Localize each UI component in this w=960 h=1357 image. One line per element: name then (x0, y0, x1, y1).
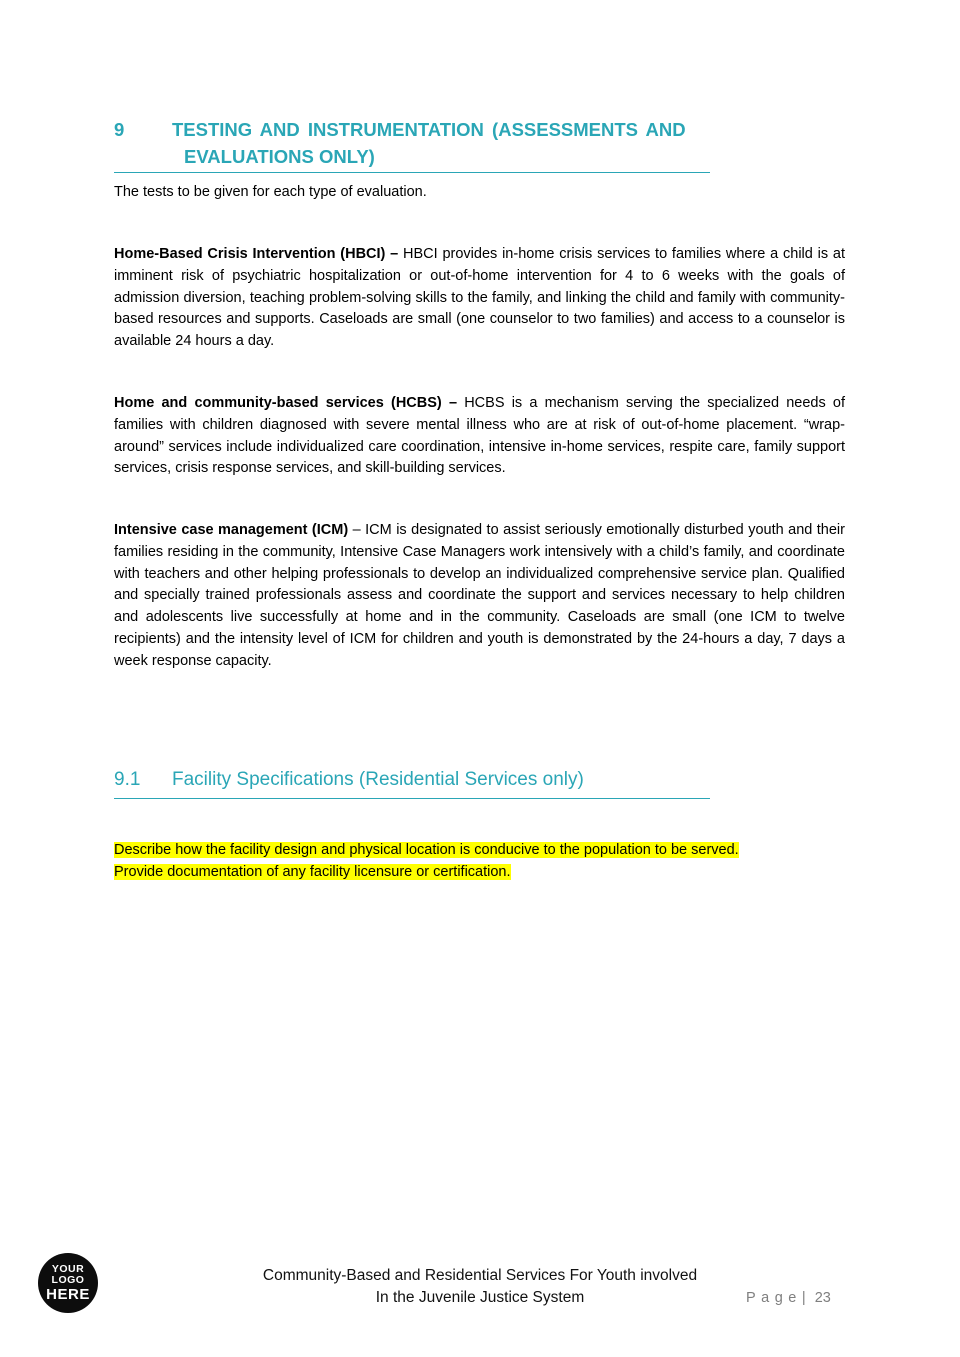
section-9-heading (114, 116, 710, 173)
text-hcbs: HCBS is a mechanism serving the specialized needs of families with children diagnosed with severe mental illness who are at risk of out-of-home placement. “wrap-around” services include individualized care coordination, intensive in-home services, respite care, family support services, crisis response services, and skill-building services. (114, 395, 846, 477)
page-separator: | (801, 1290, 806, 1306)
highlight-line-2: Provide documentation of any facility licensure or certification. (114, 863, 511, 880)
term-icm: Intensive case management (ICM) (114, 522, 349, 538)
section-9-title-line1: TESTING AND INSTRUMENTATION (ASSESSMENTS AND (172, 119, 686, 140)
logo-line-2: LOGO (51, 1274, 85, 1286)
logo-line-3: HERE (46, 1286, 90, 1303)
section-9-number: 9 (114, 119, 125, 140)
page-label: Page (746, 1290, 802, 1306)
section-9-intro: The tests to be given for each type of evaluation. (114, 184, 427, 200)
highlight-line-1: Describe how the facility design and physical location is conducive to the population to be served. (114, 842, 739, 858)
term-hcbs: Home and community-based services (HCBS) – (114, 395, 458, 411)
paragraph-hbci (114, 244, 845, 353)
section-9-1-heading (114, 766, 710, 799)
section-9-1-title: Facility Specifications (Residential Services only) (172, 769, 584, 790)
footer-title-line-1: Community-Based and Residential Services For Youth involved (262, 1267, 698, 1284)
text-icm: – ICM is designated to assist seriously emotionally disturbed youth and their families residing in the community, Intensive Case Managers work intensively with a child’s family, and coordinate with teachers and other helping professionals to develop an individualized comprehensive service plan. Qualified and specially trained professionals assess and coordinate the support and services necessary to help children and adolescents live successfully at home and in the community. Caseloads are small (one ICM to twelve recipients) and the intensity level of ICM for children and youth is demonstrated by the 24-hours a day, 7 days a week response capacity. (114, 522, 845, 669)
section-9-title-line2: EVALUATIONS ONLY) (184, 146, 375, 167)
paragraph-hcbs (114, 393, 845, 480)
page-number (746, 1288, 831, 1308)
section-9-1-number: 9.1 (114, 769, 141, 790)
text-hbci: HBCI provides in-home crisis services to families where a child is at imminent risk of psychiatric hospitalization or out-of-home intervention for 4 to 6 weeks with the goals of admission diversion, teaching problem-solving skills to the family, and linking the child and family with community-based resources and supports. Caseloads are small (one counselor to two families) and access to a counselor is available 24 hours a day. (114, 246, 845, 350)
footer-title-line-2: In the Juvenile Justice System (375, 1289, 585, 1306)
highlighted-instructions (114, 840, 739, 884)
logo-line-1: YOUR (51, 1263, 85, 1275)
logo-placeholder (38, 1253, 98, 1313)
footer-document-title (220, 1265, 740, 1309)
paragraph-icm (114, 520, 845, 673)
term-hbci: Home-Based Crisis Intervention (HBCI) – (114, 246, 399, 262)
page-number-value: 23 (814, 1290, 831, 1306)
